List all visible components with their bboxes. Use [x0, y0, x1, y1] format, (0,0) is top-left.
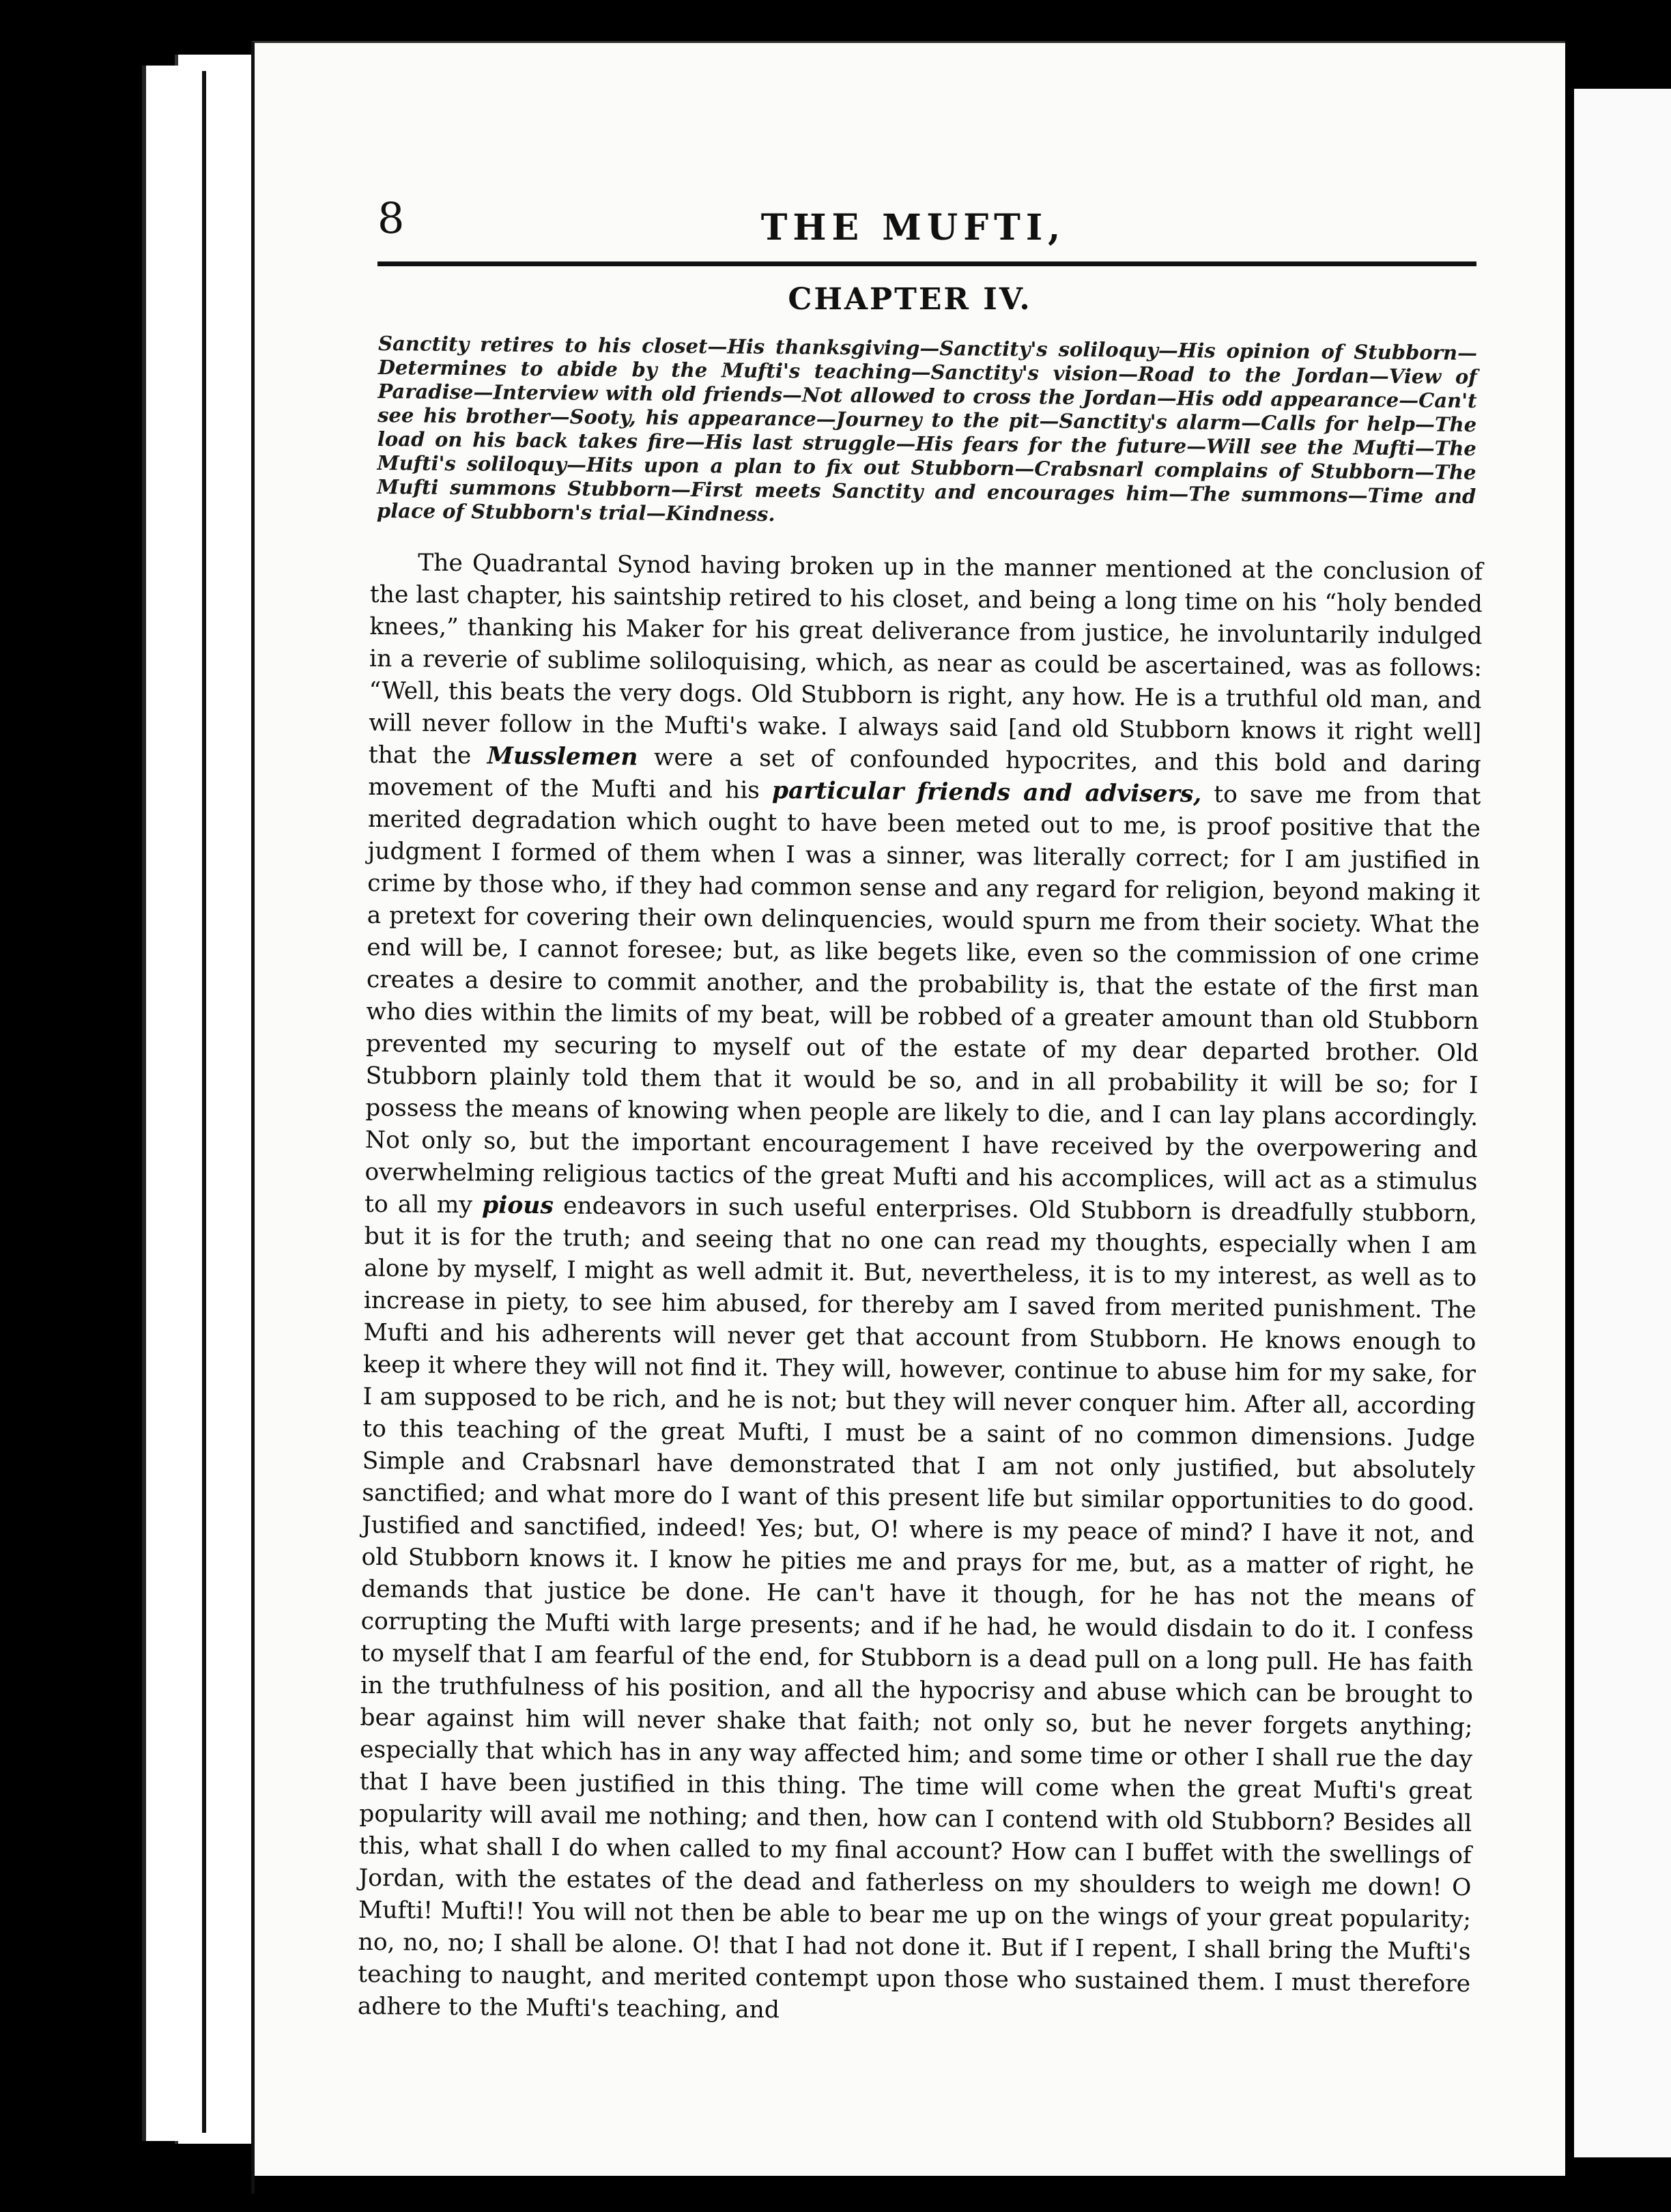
body-text-run: were a set of confounded hypocrites, and this bold and daring movement of the Mufti and his: [368, 743, 1481, 804]
book-title: THE MUFTI,: [760, 207, 1066, 249]
italic-term: Musslemen: [487, 742, 638, 771]
body-text-run: The Quadrantal Synod having broken up in the manner mentioned at the conclusion of the last chapter, his saintship retired to his closet, and being a long time on his “holy bended knees,” thanking his Maker for his great deliverance from justice, he involuntarily indulged in a reverie of sublime soliloquising, which, as near as could be ascertained, was as follows: “Well, this beats the very dogs. Old Stubborn is right, any how. He is a truthful old man, and will never follow in the Mufti's wake. I always said [and old Stubborn knows it right well] that the: [368, 549, 1483, 770]
chapter-title: CHAPTER IV.: [788, 282, 1032, 317]
page-number: 8: [377, 193, 405, 243]
body-text-run: endeavors in such useful enterprises. Old Stubborn is dreadfully stubborn, but it is for the truth; and seeing that no one can read my thoughts, especially when I am alone by myself, I might as well admit it. But, nevertheless, it is to my interest, as well as to increase in piety, to see him abused, for thereby am I saved from merited punishment. The Mufti and his adherents will never get that account from Stubborn. He knows enough to keep it where they will not find it. They will, however, continue to abuse him for my sake, for I am supposed to be rich, and he is not; but they will never conquer him. After all, according to this teaching of the great Mufti, I must be a saint of no common dimensions. Judge Simple and Crabsnarl have demonstrated that I am not only justified, but absolutely sanctified; and what more do I want of this present life but similar opportunities to do good. Justified and sanctified, indeed! Yes; but, O! where is my peace of mind? I have it not, and old Stubborn knows it. I know he pities me and prays for me, but, as a matter of right, he demands that justice be done. He can't have it though, for he has not the means of corrupting the Mufti with large presents; and if he had, he would disdain to do it. I confess to myself that I am fearful of the end, for Stubborn is a dead pull on a long pull. He has faith in the truthfulness of his position, and all the hypocrisy and abuse which can be brought to bear against him will never shake that faith; not only so, but he never forgets anything; especially that which has in any way affected him; and some time or other I shall rue the day that I have been justified in this thing. The time will come when the great Mufti's great popularity will avail me nothing; and then, how can I contend with old Stubborn? Besides all this, what shall I do when called to my final account? How can I buffet with the swellings of Jordan, with the estates of the dead and fatherless on my shoulders to weigh me down! O Mufti! Mufti!! You will not then be able to bear me up on the wings of your great popularity; no, no, no; I shall be alone. O! that I had not done it. But if I repent, I shall bring the Mufti's teaching to naught, and merited contempt upon those who sustained them. I must therefore adhere to the Mufti's teaching, and: [357, 1192, 1478, 2024]
body-paragraph: [358, 547, 1483, 2032]
italic-term: pious: [481, 1191, 554, 1220]
book-page: [251, 41, 1565, 2194]
chapter-synopsis: Sanctity retires to his closet—His thanksgiving—Sanctity's soliloquy—His opinion of Stubborn—Determines to abide by the Mufti's teaching—Sanctity's vision—Road to the Jordan—View of Paradise—Interview with old friends—Not allowed to cross the Jordan—His odd appearance—Can't see his brother—Sooty, his appearance—Journey to the pit—Sanctity's alarm—Calls for help—The load on his back takes fire—His last struggle—His fears for the future—Will see the Mufti—The Mufti's soliloquy—Hits upon a plan to fix out Stubborn—Crabsnarl complains of Stubborn—The Mufti summons Stubborn—First meets Sanctity and encourages him—The summons—Time and place of Stubborn's trial—Kindness.: [376, 331, 1478, 526]
page-cutoff: [255, 2176, 1565, 2194]
body-text-run: to save me from that merited degradation which ought to have been meted out to me, is proof positive that the judgment I formed of them when I was a sinner, was literally correct; for I am justified in crime by those who, if they had common sense and any regard for religion, beyond making it a pretext for covering their own delinquencies, would spurn me from their society. What the end will be, I cannot foresee; but, as like begets like, even so the commission of one crime creates a desire to commit another, and the probability is, that the estate of the first man who dies within the limits of my beat, will be robbed of a greater amount than old Stubborn prevented my securing to myself out of the estate of my dear departed brother. Old Stubborn plainly told them that it would be so, and in all probability it will be so; for I possess the means of knowing when people are likely to die, and I can lay plans accordingly. Not only so, but the important encouragement I have received by the overpowering and overwhelming religious tactics of the great Mufti and his accomplices, will act as a stimulus to all my: [364, 780, 1481, 1219]
facing-page-edge: [1567, 89, 1671, 2157]
italic-term: particular friends and advisers,: [771, 777, 1202, 808]
header-rule: [377, 261, 1476, 266]
